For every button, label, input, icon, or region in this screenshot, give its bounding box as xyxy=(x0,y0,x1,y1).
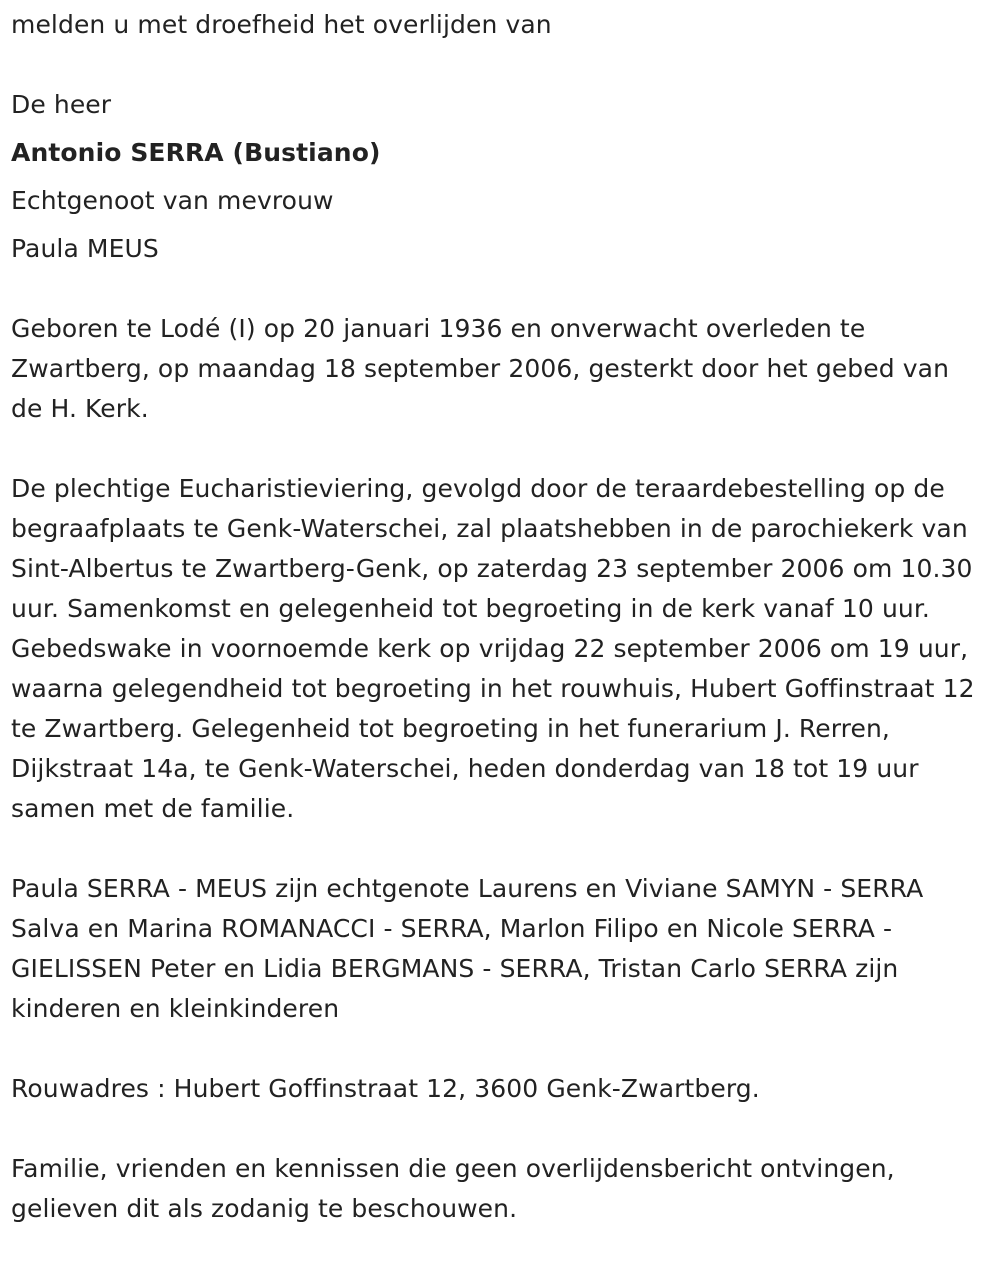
spouse-label: Echtgenoot van mevrouw xyxy=(11,186,334,215)
address-text: Rouwadres : Hubert Goffinstraat 12, 3600 Genk-Zwartberg. xyxy=(11,1074,760,1103)
birth-death-paragraph: Geboren te Lodé (I) op 20 januari 1936 en onverwacht overleden te Zwartberg, op maandag 18 september 2006, gesterkt door het gebed van de H. Kerk. xyxy=(11,314,950,423)
family-paragraph: Paula SERRA - MEUS zijn echtgenote Laurens en Viviane SAMYN - SERRA Salva en Marina ROMANACCI - SERRA, Marlon Filipo en Nicole SERRA - GIELISSEN Peter en Lidia BERGMANS - SERRA, Tristan Carlo SERRA zijn kinderen en kleinkinderen xyxy=(11,874,924,1023)
closing-paragraph: Familie, vrienden en kennissen die geen overlijdensbericht ontvingen, gelieven dit als zodanig te beschouwen. xyxy=(11,1154,895,1223)
salutation-text: De heer xyxy=(11,90,112,119)
intro-text: melden u met droefheid het overlijden van xyxy=(11,10,552,39)
ceremony-paragraph: De plechtige Eucharistieviering, gevolgd door de teraardebestelling op de begraafplaats te Genk-Waterschei, zal plaatshebben in de parochiekerk van Sint-Albertus te Zwartberg-Genk, op zaterdag 23 september 2006 om 10.30 uur. Samenkomst en gelegenheid tot begroeting in de kerk vanaf 10 uur. Gebedswake in voornoemde kerk op vrijdag 22 september 2006 om 19 uur, waarna gelegendheid tot begroeting in het rouwhuis, Hubert Goffinstraat 12 te Zwartberg. Gelegenheid tot begroeting in het funerarium J. Rerren, Dijkstraat 14a, te Genk-Waterschei, heden donderdag van 18 tot 19 uur samen met de familie. xyxy=(11,474,975,823)
deceased-name: Antonio SERRA (Bustiano) xyxy=(11,138,381,167)
spouse-name: Paula MEUS xyxy=(11,234,159,263)
